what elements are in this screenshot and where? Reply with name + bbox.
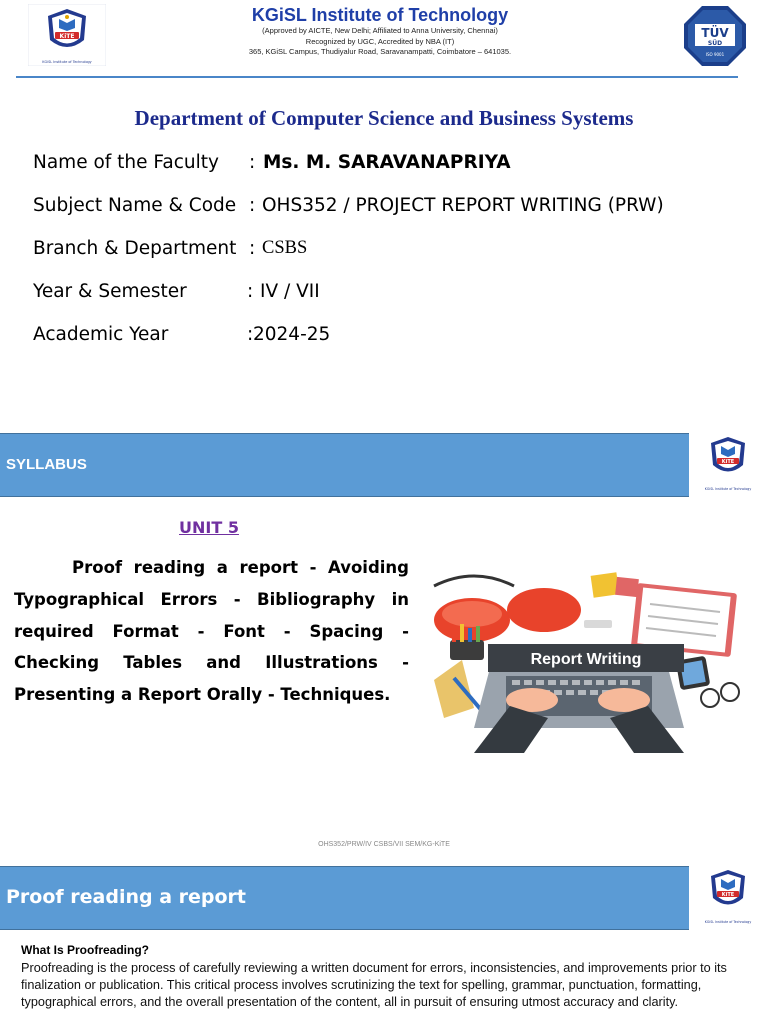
proofreading-definition: Proofreading is the process of carefully reviewing a written document for errors, inconsistencies, and improvements prior to its finalization or publication. This critical process involves scrutinizing the text for spelling, grammar, punctuation, formatting, typographical errors, and the overall presentation of the content, all in pursuit of ensuring utmost accuracy and clarity. (21, 961, 727, 1009)
svg-text:KGiSL Institute of Technology: KGiSL Institute of Technology (704, 487, 752, 491)
svg-text:TÜV: TÜV (701, 26, 729, 40)
year-semester-value: IV / VII (260, 281, 320, 302)
approval-line: (Approved by AICTE, New Delhi; Affiliated to Anna University, Chennai) (262, 26, 498, 35)
svg-text:ISO 9001: ISO 9001 (705, 52, 725, 57)
branch-value: CSBS (262, 238, 308, 258)
syllabus-title: SYLLABUS (6, 456, 87, 473)
unit-title: UNIT 5 (179, 518, 239, 537)
info-label: Year & Semester (33, 281, 187, 302)
svg-text:SÜD: SÜD (707, 40, 723, 47)
report-writing-illustration (414, 568, 744, 753)
header-divider (16, 76, 738, 78)
subject-name-code: OHS352 / PROJECT REPORT WRITING (PRW) (262, 195, 664, 216)
info-colon: : (249, 238, 256, 259)
syllabus-body: Proof reading a report - Avoiding Typographical Errors - Bibliography in required Format - Font - Spacing - Checking Tables and Illustrations - Presenting a Report Orally - Techniques. (14, 558, 409, 705)
report-writing-label: Report Writing (530, 651, 642, 668)
info-label: Branch & Department (33, 238, 237, 259)
question-heading: What Is Proofreading? (21, 943, 150, 957)
faculty-name: Ms. M. SARAVANAPRIYA (263, 152, 511, 173)
info-colon: : (249, 152, 256, 173)
institute-name: KGiSL Institute of Technology (251, 5, 509, 25)
info-colon: : (247, 281, 254, 302)
department-title: Department of Computer Science and Business Systems (134, 106, 634, 130)
svg-text:KGiSL Institute of Technology: KGiSL Institute of Technology (704, 920, 752, 924)
info-label: Academic Year (33, 324, 169, 345)
proofreading-bar (0, 866, 689, 930)
kite-logo-icon (694, 866, 762, 930)
syllabus-bar (0, 433, 689, 497)
svg-text:KiTE: KiTE (721, 459, 735, 465)
institute-info (120, 4, 640, 58)
institute-header (0, 0, 768, 80)
tuv-sud-logo-icon (682, 4, 748, 68)
academic-year-value: 2024-25 (253, 324, 331, 345)
address-line: 365, KGiSL Campus, Thudiyalur Road, Saravanampatti, Coimbatore – 641035. (248, 47, 512, 56)
info-label: Subject Name & Code (33, 195, 237, 216)
slide-footer: OHS352/PRW/IV CSBS/VII SEM/KG-KiTE (318, 841, 450, 848)
kite-logo-icon (694, 433, 762, 497)
kite-logo-icon (28, 4, 106, 66)
info-label: Name of the Faculty (33, 152, 219, 173)
proofreading-title: Proof reading a report (6, 886, 247, 908)
info-colon: : (247, 324, 254, 345)
recognition-line: Recognized by UGC, Accredited by NBA (IT) (305, 36, 455, 46)
info-colon: : (249, 195, 256, 216)
svg-text:KiTE: KiTE (721, 892, 735, 898)
svg-text:KiTE: KiTE (59, 33, 75, 40)
svg-text:KGiSL Institute of Technology: KGiSL Institute of Technology (42, 60, 92, 64)
